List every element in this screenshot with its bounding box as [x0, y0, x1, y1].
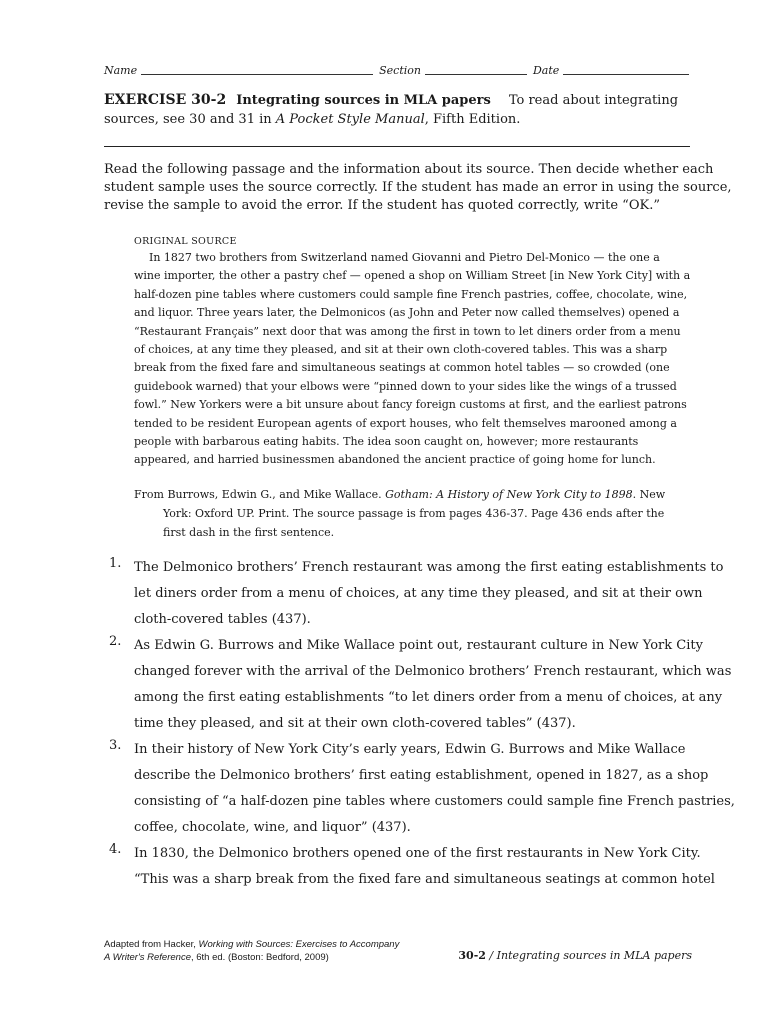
footer-attribution: Adapted from Hacker, Working with Sources: Exercises to Accompany A Writer's Reference, 6th ed. (Boston: Bedford, 2009)	[104, 939, 400, 963]
list-item: 1. The Delmonico brothers’ French restaurant was among the first eating establishments to let diners order from a menu of choices, at any time they pleased, and sit at their own cloth-covered tables (437).	[109, 556, 724, 627]
list-item: 2. As Edwin G. Burrows and Mike Wallace point out, restaurant culture in New York City changed forever with the arrival of the Delmonico brothers’ French restaurant, which was among the first eating establishments “to let diners order from a menu of choices, at any time they pleased, and sit at their own cloth-covered tables” (437).	[109, 634, 732, 731]
list-item: 3. In their history of New York City’s early years, Edwin G. Burrows and Mike Wallace describe the Delmonico brothers’ first eating establishment, opened in 1827, as a shop consisting of “a half-dozen pine tables where customers could sample fine French pastries, coffee, chocolate, wine, and liquor” (437).	[109, 738, 735, 835]
intro-paragraph: Read the following passage and the information about its source. Then decide whether each student sample uses the source correctly. If the student has made an error in using the source, revise the sample to avoid the error. If the student has quoted correctly, write “OK.”	[104, 162, 732, 213]
instruction-start: To read about integrating	[508, 93, 679, 108]
exercise-number: EXERCISE 30-2	[104, 92, 227, 108]
item-number: 4.	[109, 842, 122, 857]
date-field[interactable]	[563, 64, 689, 75]
list-item: 4. In 1830, the Delmonico brothers opened one of the first restaurants in New York City. “This was a sharp break from the fixed fare and simultaneous seatings at common hotel	[109, 842, 715, 887]
exercise-topic: Integrating sources in MLA papers	[236, 93, 491, 108]
item-number: 3.	[109, 738, 122, 753]
divider	[104, 146, 690, 147]
original-source-passage: In 1827 two brothers from Switzerland named Giovanni and Pietro Del-Monico — the one a wine importer, the other a pastry chef — opened a shop on William Street [in New York City] with a half-dozen pine tables where customers could sample fine French pastries, coffee, chocolate, wine, and liquor. Three years later, the Delmonicos (as John and Peter now called themselves) opened a “Restaurant Français” next door that was among the first in town to let diners order from a menu of choices, at any time they pleased, and sit at their own cloth-covered tables. This was a sharp break from the fixed fare and simultaneous seatings at common hotel tables — so crowded (one guidebook warned) that your elbows were “pinned down to your sides like the wings of a trussed fowl.” New Yorkers were a bit unsure about fancy foreign customs at first, and the earliest patrons tended to be resident European agents of export houses, who felt themselves marooned among a people with barbarous eating habits. The idea soon caught on, however; more restaurants appeared, and harried businessmen abandoned the ancient practice of going home for lunch.	[134, 251, 691, 467]
item-number: 1.	[109, 556, 122, 571]
book-title: A Pocket Style Manual	[275, 112, 425, 127]
exercise-title	[104, 91, 694, 110]
name-label: Name	[104, 64, 138, 77]
date-label: Date	[532, 64, 560, 77]
name-section-date-row	[104, 61, 690, 77]
citation-book-title: Gotham: A History of New York City to 1898	[385, 488, 633, 501]
item-number: 2.	[109, 634, 122, 649]
footer-page-label: 30-2 / Integrating sources in MLA papers	[458, 949, 692, 962]
source-citation: From Burrows, Edwin G., and Mike Wallace. Gotham: A History of New York City to 1898. New York: Oxford UP. Print. The source passage is from pages 436-37. Page 436 ends after the first dash in the first sentence.	[134, 488, 666, 539]
section-label: Section	[379, 64, 421, 77]
original-source-label: ORIGINAL SOURCE	[134, 236, 237, 247]
section-field[interactable]	[425, 64, 527, 75]
name-field[interactable]	[141, 64, 373, 75]
footer-page-number: 30-2	[458, 949, 486, 962]
student-samples	[104, 556, 735, 894]
instruction-line: sources, see 30 and 31 in A Pocket Style Manual, Fifth Edition.	[104, 112, 521, 127]
